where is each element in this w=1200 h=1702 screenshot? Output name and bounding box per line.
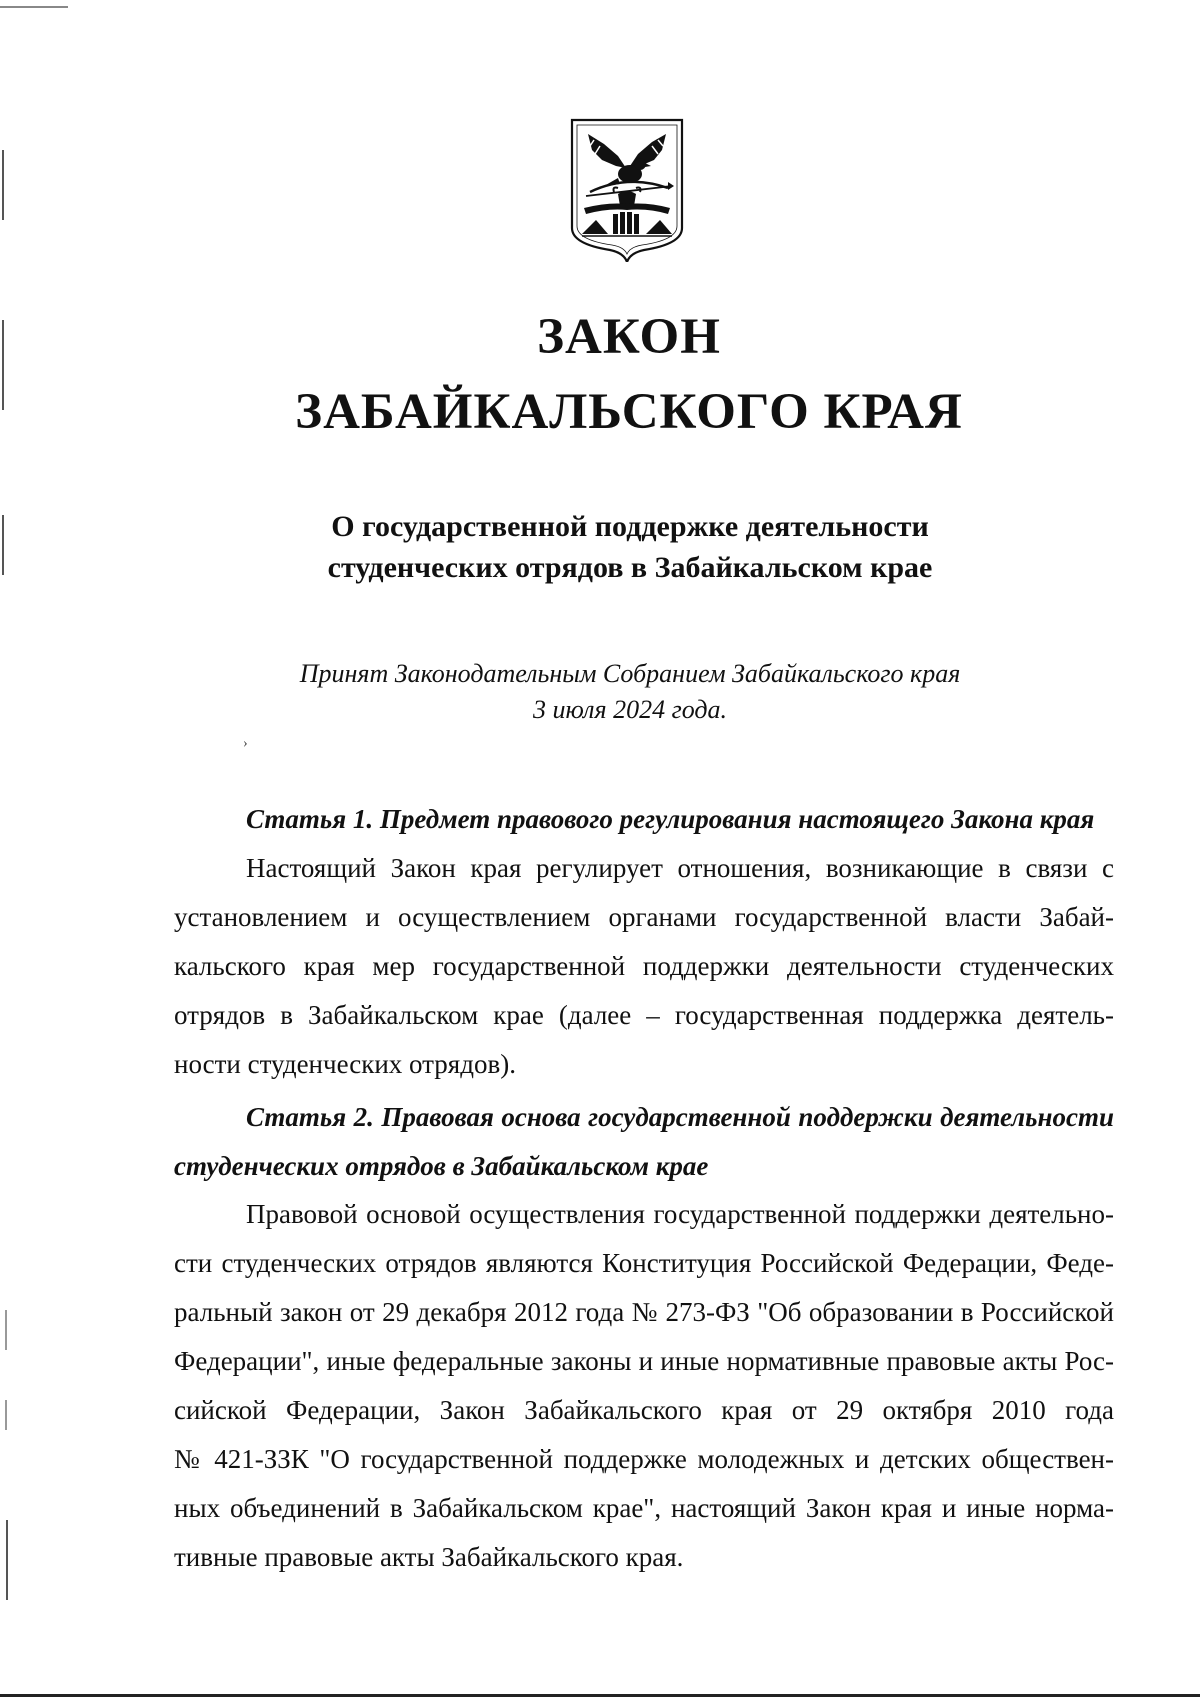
scan-bottom-edge: [0, 1694, 1200, 1697]
paragraph-line: установлением и осуществлением органами государственной власти Забай-: [174, 902, 1114, 932]
article-2-body: [174, 1190, 1114, 1582]
paragraph-line: кальского края мер государственной поддержки деятельности студенческих: [174, 951, 1114, 981]
article-heading-line: студенческих отрядов в Забайкальском крае: [174, 1151, 709, 1181]
article-heading-line: Статья 2. Правовая основа государственной поддержки деятельности: [246, 1102, 1114, 1132]
scan-edge-mark: [5, 1400, 7, 1430]
paragraph-line: № 421-ЗЗК "О государственной поддержке молодежных и детских обществен-: [174, 1444, 1114, 1474]
paragraph-line: сийской Федерации, Закон Забайкальского края от 29 октября 2010 года: [174, 1395, 1114, 1425]
paragraph-line: Федерации", иные федеральные законы и иные нормативные правовые акты Рос-: [174, 1346, 1114, 1376]
stray-scan-mark: ›: [243, 736, 248, 751]
law-region-title: ЗАБАЙКАЛЬСКОГО КРАЯ: [295, 384, 963, 440]
scan-edge-mark: [0, 6, 68, 8]
law-subject: [0, 506, 1200, 588]
paragraph-line: тивные правовые акты Забайкальского края.: [174, 1542, 684, 1572]
paragraph-line: Настоящий Закон края регулирует отношения, возникающие в связи с: [246, 853, 1114, 883]
scan-edge-mark: [5, 1310, 7, 1350]
scan-edge-mark: [2, 150, 4, 220]
adoption-line: Принят Законодательным Собранием Забайкальского края: [299, 659, 961, 688]
paragraph-line: отрядов в Забайкальском крае (далее – государственная поддержка деятель-: [174, 1000, 1114, 1030]
paragraph-line: ральный закон от 29 декабря 2012 года № 273-ФЗ "Об образовании в Российской: [174, 1297, 1114, 1327]
paragraph-line: ности студенческих отрядов).: [174, 1049, 516, 1079]
article-1-heading: Статья 1. Предмет правового регулирования настоящего Закона края: [246, 804, 1095, 834]
adoption-note: [0, 656, 1200, 728]
article-1-body: [174, 844, 1114, 1089]
article-2-heading: [174, 1093, 1114, 1191]
law-subject-line: студенческих отрядов в Забайкальском крае: [327, 551, 933, 584]
law-subject-line: О государственной поддержке деятельности: [331, 510, 929, 543]
paragraph-line: ных объединений в Забайкальском крае", настоящий Закон края и иные норма-: [174, 1493, 1114, 1523]
law-title: ЗАКОН: [537, 309, 721, 365]
paragraph-line: Правовой основой осуществления государственной поддержки деятельно-: [246, 1199, 1114, 1229]
adoption-date: 3 июля 2024 года.: [532, 695, 728, 724]
coat-of-arms-icon: [568, 116, 686, 262]
scan-edge-mark: [6, 1520, 8, 1600]
paragraph-line: сти студенческих отрядов являются Конституция Российской Федерации, Феде-: [174, 1248, 1114, 1278]
